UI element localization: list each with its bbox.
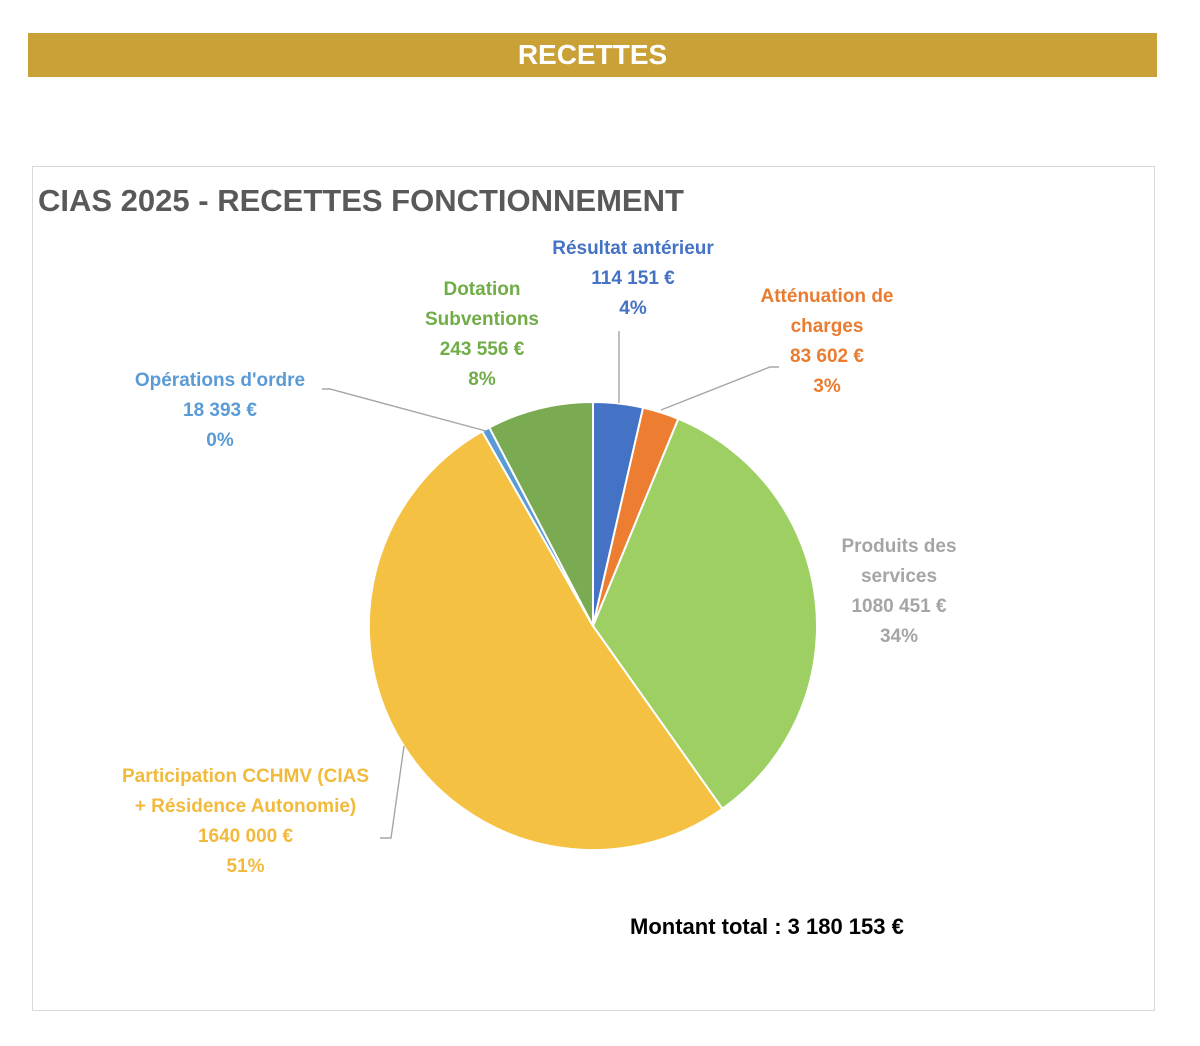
data-label-percent: 51%: [226, 856, 265, 877]
leader-line-operations-d-ordre: [322, 389, 486, 431]
data-label-percent: 0%: [206, 430, 234, 451]
chart-panel: [32, 166, 1155, 1011]
data-label-category: Atténuation de charges: [760, 286, 894, 337]
data-label-value: 1080 451 €: [851, 596, 947, 617]
data-label-attenuation-de-charges: [747, 282, 907, 402]
data-label-participation-cchmv: [118, 762, 373, 882]
data-label-value: 1640 000 €: [197, 826, 294, 847]
leader-line-participation-cchmv: [380, 746, 404, 838]
data-label-value: 83 602 €: [790, 346, 864, 367]
data-label-percent: 34%: [879, 626, 919, 647]
data-label-percent: 4%: [619, 298, 647, 319]
data-label-value: 18 393 €: [183, 400, 257, 421]
data-label-dotation-subventions: [407, 275, 557, 395]
data-label-produits-des-services: [824, 532, 974, 652]
data-label-operations-d-ordre: [105, 366, 335, 456]
data-label-category: Dotation Subventions: [424, 279, 539, 330]
data-label-percent: 3%: [813, 376, 841, 397]
chart-title: CIAS 2025 - RECETTES FONCTIONNEMENT: [38, 183, 684, 218]
pie-slices: [369, 402, 817, 850]
data-label-category: Produits des services: [841, 536, 957, 587]
data-label-category: Participation CCHMV (CIAS + Résidence Autonomie): [121, 766, 370, 817]
data-label-percent: 8%: [468, 369, 496, 390]
data-label-value: 243 556 €: [439, 339, 525, 360]
data-label-category: Opérations d'ordre: [134, 370, 306, 391]
data-label-category: Résultat antérieur: [552, 238, 714, 259]
data-label-value: 114 151 €: [591, 268, 675, 289]
total-amount: Montant total : 3 180 153 €: [630, 914, 904, 939]
section-title: RECETTES: [517, 39, 668, 70]
